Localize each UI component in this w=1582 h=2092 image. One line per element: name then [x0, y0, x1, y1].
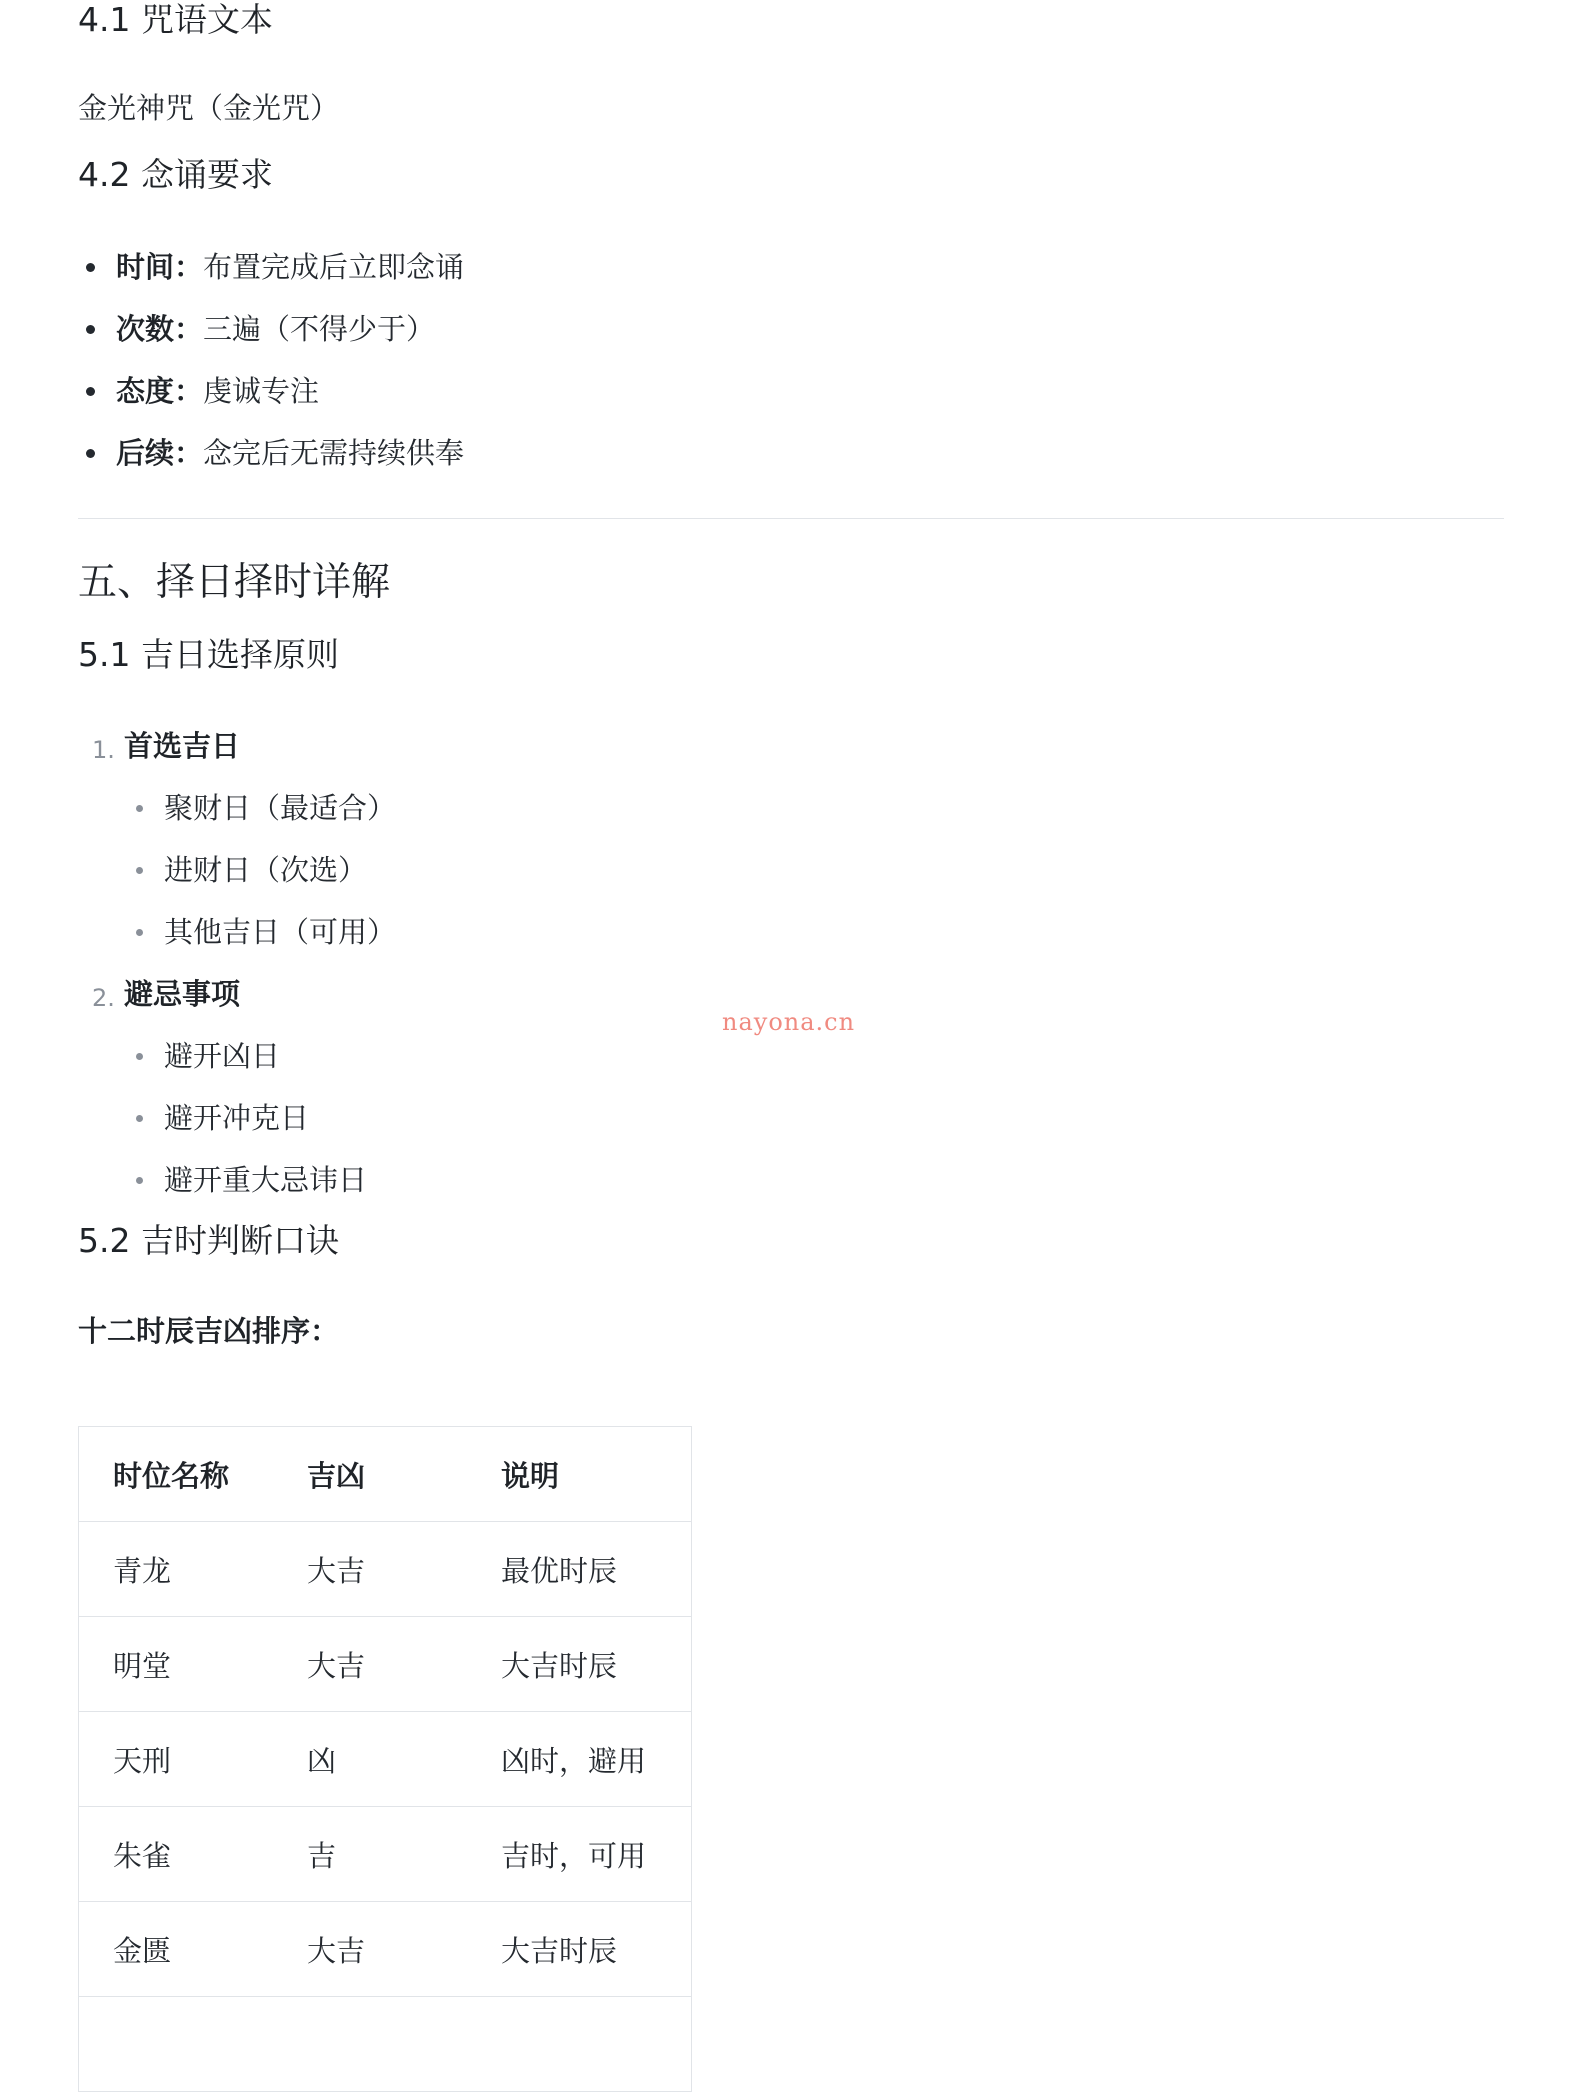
- table-caption: 十二时辰吉凶排序：: [78, 1314, 340, 1348]
- table-cell: 吉: [273, 1807, 467, 1902]
- table-row-partial: [79, 1997, 692, 2092]
- table-cell: [79, 1997, 274, 2092]
- table-cell: 最优时辰: [467, 1522, 692, 1617]
- table-cell: 大吉: [273, 1617, 467, 1712]
- bullet-icon: [136, 867, 143, 874]
- table-cell: 大吉: [273, 1522, 467, 1617]
- table-cell: [467, 1997, 692, 2092]
- table-row: [79, 1712, 692, 1807]
- bullet-icon: [136, 1053, 143, 1060]
- table-cell: 金匮: [79, 1902, 274, 1997]
- chant-text: 金光神咒（金光咒）: [78, 91, 340, 125]
- item-number: 1.: [92, 736, 115, 764]
- list-item: [78, 433, 464, 473]
- table-cell: 大吉时辰: [467, 1902, 692, 1997]
- table-row: [79, 1902, 692, 1997]
- item-value: 三遍（不得少于）: [203, 312, 436, 346]
- item-label: 态度：: [116, 374, 204, 408]
- table-cell: 大吉时辰: [467, 1617, 692, 1712]
- item-label: 次数：: [116, 312, 204, 346]
- table-cell: 天刑: [79, 1712, 274, 1807]
- ordered-item: [78, 974, 396, 1200]
- bullet-icon: [136, 1177, 143, 1184]
- requirements-list: [78, 247, 464, 495]
- table-row: [79, 1522, 692, 1617]
- item-label: 后续：: [116, 436, 204, 470]
- item-value: 布置完成后立即念诵: [203, 250, 465, 284]
- table-header-row: [79, 1427, 692, 1522]
- sub-item: 进财日（次选）: [124, 850, 396, 890]
- list-item: [78, 309, 464, 349]
- time-table: [78, 1426, 692, 2092]
- table-cell: [273, 1997, 467, 2092]
- table-cell: 吉时，可用: [467, 1807, 692, 1902]
- item-value: 虔诚专注: [203, 374, 320, 408]
- heading-4-2: 4.2 念诵要求: [78, 155, 273, 194]
- item-value: 念完后无需持续供奉: [203, 436, 465, 470]
- bullet-icon: [136, 1115, 143, 1122]
- table-cell: 明堂: [79, 1617, 274, 1712]
- list-item: [78, 371, 464, 411]
- item-number: 2.: [92, 984, 115, 1012]
- heading-5-1: 5.1 吉日选择原则: [78, 635, 339, 674]
- table-row: [79, 1807, 692, 1902]
- sub-list: [124, 1036, 396, 1200]
- section-5-title: 五、择日择时详解: [78, 560, 391, 605]
- item-label: 时间：: [116, 250, 204, 284]
- bullet-icon: [136, 929, 143, 936]
- bullet-icon: [86, 449, 95, 458]
- table-cell: 青龙: [79, 1522, 274, 1617]
- item-title: 首选吉日: [124, 729, 241, 763]
- list-item: [78, 247, 464, 287]
- table-cell: 大吉: [273, 1902, 467, 1997]
- bullet-icon: [86, 263, 95, 272]
- column-header: 吉凶: [273, 1427, 467, 1522]
- sub-item: 其他吉日（可用）: [124, 912, 396, 952]
- sub-item: 聚财日（最适合）: [124, 788, 396, 828]
- column-header: 时位名称: [79, 1427, 274, 1522]
- bullet-icon: [86, 325, 95, 334]
- bullet-icon: [136, 805, 143, 812]
- heading-4-1: 4.1 咒语文本: [78, 0, 273, 39]
- heading-5-2: 5.2 吉时判断口诀: [78, 1221, 339, 1260]
- sub-item: 避开凶日: [124, 1036, 396, 1076]
- bullet-icon: [86, 387, 95, 396]
- watermark-text: nayona.cn: [722, 1008, 856, 1036]
- sub-item: 避开重大忌讳日: [124, 1160, 396, 1200]
- table-cell: 凶时，避用: [467, 1712, 692, 1807]
- section-divider: [78, 518, 1504, 519]
- sub-item: 避开冲克日: [124, 1098, 396, 1138]
- ordered-item: [78, 726, 396, 952]
- table-row: [79, 1617, 692, 1712]
- selection-principles-list: [78, 726, 396, 1200]
- sub-list: [124, 788, 396, 952]
- table-cell: 凶: [273, 1712, 467, 1807]
- item-title: 避忌事项: [124, 977, 241, 1011]
- table-cell: 朱雀: [79, 1807, 274, 1902]
- column-header: 说明: [467, 1427, 692, 1522]
